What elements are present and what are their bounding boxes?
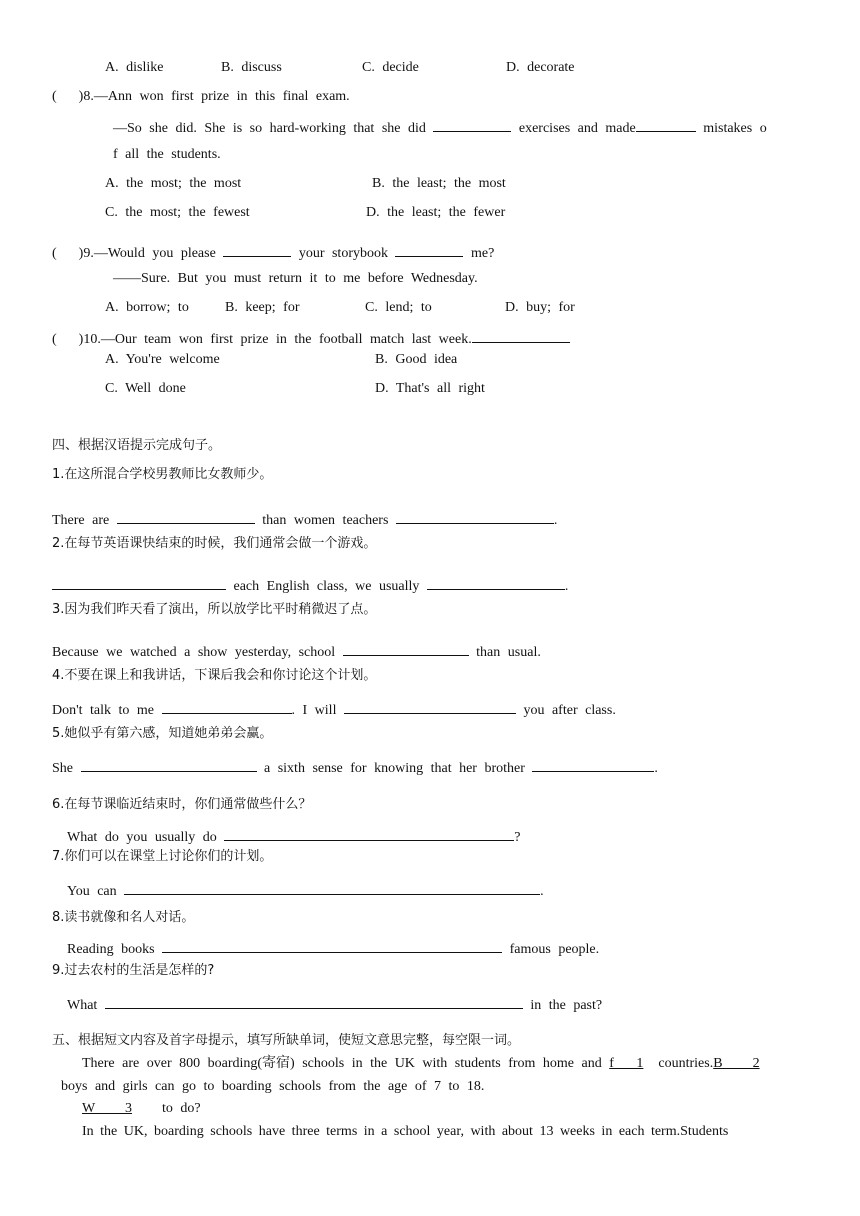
q7-option-b: B. discuss [221,60,282,75]
s4-item-9-chinese: 9.过去农村的生活是怎样的? [52,963,215,978]
s4-4-blank-2[interactable] [344,699,516,714]
q7-option-d: D. decorate [506,60,575,75]
q9-option-d: D. buy; for [505,300,575,315]
q8-blank-2[interactable] [636,117,696,132]
s4-5-text-a: She [52,761,73,776]
s5-blank-3[interactable]: W 3 [82,1101,132,1116]
s4-5-text-c: . [654,761,658,776]
s4-9-text-b: in the past? [530,998,603,1013]
q10-option-d: D. That's all right [375,381,485,396]
q7-option-a: A. dislike [105,60,164,75]
section-4-title: 四、根据汉语提示完成句子。 [52,438,222,453]
s4-item-6-english [67,826,520,847]
s4-item-7-chinese: 7.你们可以在课堂上讨论你们的计划。 [52,849,273,864]
s4-7-text-a: You can [67,884,117,899]
q9-option-a: A. borrow; to [105,300,189,315]
q9-paren-open: ( [52,246,57,261]
s4-item-3-chinese: 3.因为我们昨天看了演出，所以放学比平时稍微迟了点。 [52,602,377,617]
s4-4-text-c: you after class. [523,703,616,718]
q9-option-c: C. lend; to [365,300,432,315]
s4-5-blank-1[interactable] [81,757,257,772]
s4-3-text-b: than usual. [476,645,541,660]
q7-option-c: C. decide [362,60,419,75]
q8-response-cont: f all the students. [113,147,221,162]
s4-1-text-a: There are [52,513,110,528]
s4-2-text-a: each English class, we usually [233,579,420,594]
s4-6-text-b: ? [514,830,521,845]
s4-9-text-a: What [67,998,98,1013]
s5-line-3 [82,1100,201,1118]
q10-blank[interactable] [472,328,570,343]
s4-item-8-chinese: 8.读书就像和名人对话。 [52,910,195,925]
q8-blank-1[interactable] [433,117,511,132]
s4-5-blank-2[interactable] [532,757,654,772]
s4-6-blank[interactable] [224,826,514,841]
q10-stem: —Our team won first prize in the football match last week. [100,332,472,347]
q9-blank-1[interactable] [223,242,291,257]
q10-question-line [52,328,570,349]
s5-blank-2[interactable]: B 2 [713,1056,760,1071]
q9-stem-a: —Would you please [93,246,216,261]
q8-paren-open: ( [52,89,57,104]
q9-number: )9. [78,246,94,261]
section-5-title: 五、根据短文内容及首字母提示，填写所缺单词，使短文意思完整，每空限一词。 [52,1033,521,1048]
s4-item-5-english [52,757,658,778]
s4-item-1-chinese: 1.在这所混合学校男教师比女教师少。 [52,467,273,482]
q8-stem: —Ann won first prize in this final exam. [93,89,350,104]
s5-line-1 [82,1055,760,1073]
s4-item-2-chinese: 2.在每节英语课快结束的时候，我们通常会做一个游戏。 [52,536,377,551]
q8-option-d: D. the least; the fewer [366,205,506,220]
q9-option-b: B. keep; for [225,300,300,315]
q8-response-text-a: —So she did. She is so hard-working that she did [113,121,426,136]
q9-stem-b: your storybook [298,246,388,261]
s4-1-text-b: than women teachers [262,513,389,528]
q8-question-line [52,88,350,106]
s4-5-text-b: a sixth sense for knowing that her brother [264,761,525,776]
s4-item-9-english [67,994,602,1015]
q10-option-c: C. Well done [105,381,186,396]
q9-stem-c: me? [470,246,495,261]
q8-option-c: C. the most; the fewest [105,205,250,220]
s4-1-text-c: . [553,513,558,528]
s4-item-8-english [67,938,599,959]
s5-line-4: In the UK, boarding schools have three terms in a school year, with about 13 weeks in each term.Students [82,1124,729,1139]
q8-number: )8. [78,89,94,104]
s4-7-text-b: . [540,884,544,899]
s4-item-6-chinese: 6.在每节课临近结束时，你们通常做些什么？ [52,797,312,812]
s4-1-blank-1[interactable] [117,509,255,524]
q8-option-a: A. the most; the most [105,176,242,191]
q10-option-b: B. Good idea [375,352,458,367]
s4-item-1-english [52,509,557,530]
q9-question-line [52,242,494,263]
s4-9-blank[interactable] [105,994,523,1009]
q9-blank-2[interactable] [395,242,463,257]
q10-paren-open: ( [52,332,57,347]
s4-8-text-a: Reading books [67,942,155,957]
q8-response-text-b: exercises and made [518,121,636,136]
s4-item-5-chinese: 5.她似乎有第六感，知道她弟弟会赢。 [52,726,273,741]
s4-item-7-english [67,880,544,901]
q10-option-a: A. You're welcome [105,352,220,367]
q8-response-line [113,117,767,138]
s4-6-text-a: What do you usually do [67,830,217,845]
s4-2-blank-2[interactable] [427,575,565,590]
s4-3-text-a: Because we watched a show yesterday, school [52,645,336,660]
s4-item-4-chinese: 4.不要在课上和我讲话，下课后我会和你讨论这个计划。 [52,668,377,683]
q9-reply: ——Sure. But you must return it to me before Wednesday. [113,271,478,286]
s4-item-4-english [52,699,616,720]
s4-4-blank-1[interactable] [162,699,292,714]
s4-3-blank-1[interactable] [343,641,469,656]
s4-4-text-a: Don't talk to me [52,703,155,718]
s4-1-blank-2[interactable] [396,509,554,524]
q10-number: )10. [78,332,101,347]
s5-line-3-text: to do? [161,1101,201,1116]
s5-blank-1[interactable]: f 1 [609,1056,644,1071]
s4-2-blank-1[interactable] [52,575,226,590]
q8-option-b: B. the least; the most [372,176,506,191]
s5-line-1-text-b: countries. [658,1056,714,1071]
s4-item-2-english [52,575,568,596]
s4-4-text-b: . I will [291,703,337,718]
s4-8-text-b: famous people. [509,942,600,957]
s5-line-1-text: There are over 800 boarding(寄宿) schools in the UK with students from home and [82,1056,602,1071]
s4-8-blank[interactable] [162,938,502,953]
q8-response-text-c: mistakes o [703,121,767,136]
s5-line-2: boys and girls can go to boarding schools from the age of 7 to 18. [61,1079,485,1094]
s4-2-text-b: . [564,579,569,594]
s4-item-3-english [52,641,541,662]
s4-7-blank[interactable] [124,880,540,895]
